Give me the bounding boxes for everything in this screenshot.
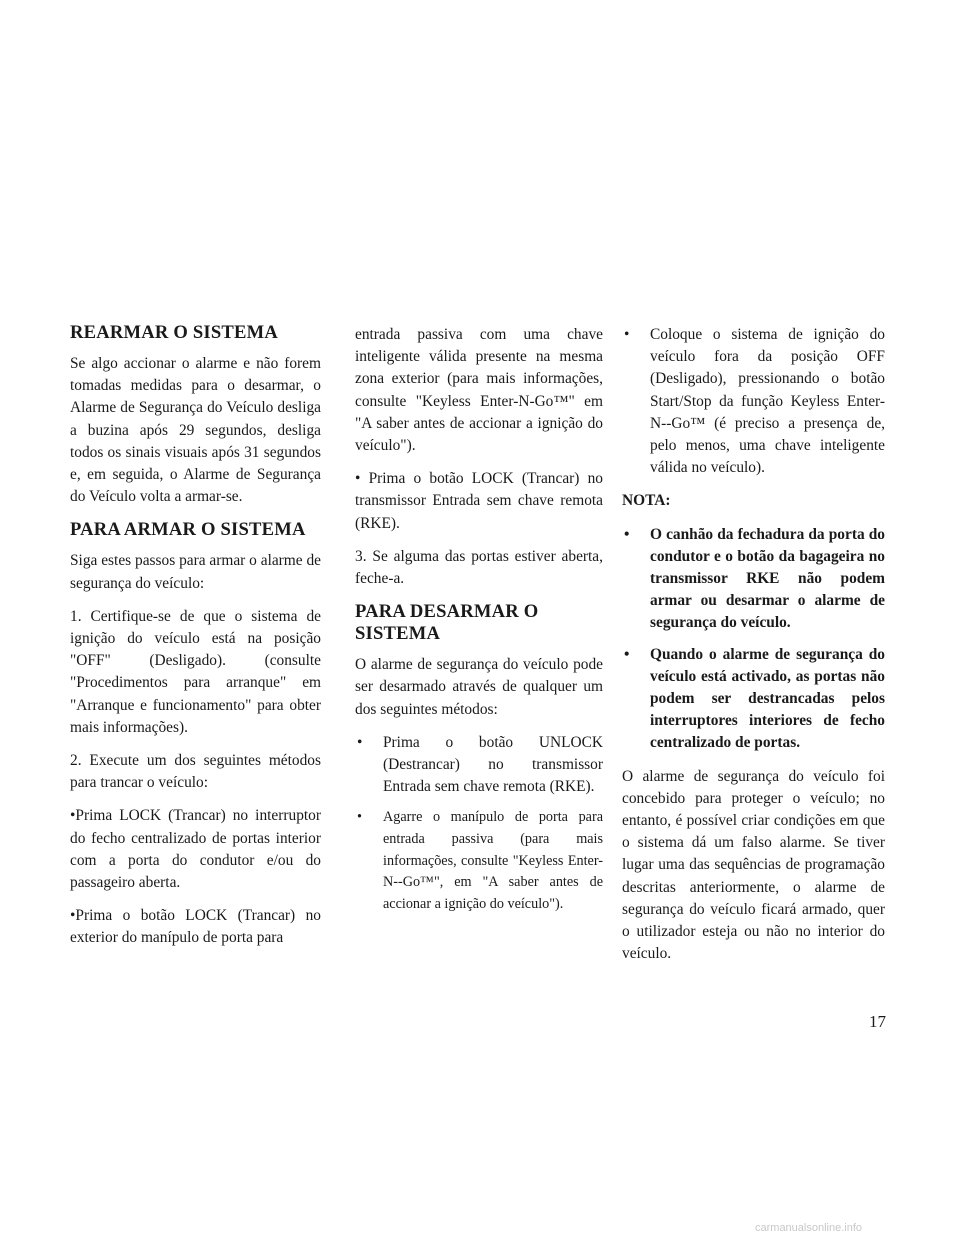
list-item [355,732,603,799]
list-item-text: Coloque o sistema de ignição do veículo fora da posição OFF (Desligado), pressionando o botão Start/Stop da função Keyless Enter-N--Go™ (é preciso a presença de, pelo menos, uma chave inteligente válida no veículo). [650,326,885,477]
paragraph-arm-step-1: 1. Certifique-se de que o sistema de ignição do veículo está na posição "OFF" (Desligado). (consulte "Procedimentos para arranque" em "Arranque e funcionamento" para obter mais informações). [70,607,321,736]
list-item [622,524,885,635]
paragraph-arm-method-interior-switch: •Prima LOCK (Trancar) no interruptor do fecho centralizado de portas interior com a porta do condutor e/ou do passageiro aberta. [70,807,321,892]
bullet-dot-icon: • [624,525,630,543]
list-item-text: Prima o botão UNLOCK (Destrancar) no transmissor Entrada sem chave remota (RKE). [383,733,603,796]
bullet-dot-icon: • [624,645,630,663]
bullet-dot-icon: • [624,326,630,343]
paragraph-arm-method-rke: • Prima o botão LOCK (Trancar) no transmissor Entrada sem chave remota (RKE). [355,470,603,532]
note-label: NOTA: [622,492,671,510]
bullet-dot-icon: • [357,809,362,826]
heading-arm-system: PARA ARMAR O SISTEMA [70,519,306,541]
paragraph-arm-intro: Siga estes passos para armar o alarme de segurança do veículo: [70,552,321,592]
list-item [622,644,885,755]
paragraph-false-alarm: O alarme de segurança do veículo foi concebido para proteger o veículo; no entanto, é possível criar condições em que o sistema dá um falso alarme. Se tiver lugar uma das sequências de programação descritas anteriormente, o alarme de segurança do veículo ficará armado, quer o utilizador esteja ou não no interior do veículo. [622,767,885,963]
disarm-methods-list-continued [622,324,885,479]
heading-rearm-system: REARMAR O SISTEMA [70,322,278,343]
list-item-text: Quando o alarme de segurança do veículo está activado, as portas não podem ser destrancadas pelos interruptores interiores de fecho centralizado de portas. [650,645,885,752]
paragraph-rearm-description: Se algo accionar o alarme e não forem tomadas medidas para o desarmar, o Alarme de Segurança do Veículo desliga a buzina após 29 segundos, desliga todos os sinais visuais após 31 segundos e, em seguida, o Alarme de Segurança do Veículo volta a armar-se. [70,355,321,506]
list-item [622,324,885,479]
list-item-text: O canhão da fechadura da porta do condutor e o botão da bagageira no transmissor RKE não podem armar ou desarmar o alarme de segurança do veículo. [650,525,885,632]
paragraph-arm-step-3: 3. Se alguma das portas estiver aberta, feche-a. [355,547,603,588]
paragraph-arm-method-exterior-handle: •Prima o botão LOCK (Trancar) no exterior do manípulo de porta para [70,907,321,947]
list-item [355,807,603,915]
column-middle [355,324,603,926]
list-item-text: Agarre o manípulo de porta para entrada passiva (para mais informações, consulte "Keyless Enter-N--Go™", em "A saber antes de accionar a ignição do veículo"). [383,809,603,912]
column-left [70,322,321,961]
paragraph-arm-step-2: 2. Execute um dos seguintes métodos para trancar o veículo: [70,752,321,792]
paragraph-disarm-intro: O alarme de segurança do veículo pode ser desarmado através de qualquer um dos seguintes métodos: [355,656,603,718]
heading-disarm-system: PARA DESARMAR O SISTEMA [355,601,539,645]
disarm-methods-list [355,732,603,916]
column-right [622,324,885,976]
paragraph-passive-entry-continued: entrada passiva com uma chave inteligente válida presente na mesma zona exterior (para mais informações, consulte "Keyless Enter-N-Go™" em "A saber antes de accionar a ignição do veículo"). [355,326,603,455]
watermark: carmanualsonline.info [755,1222,863,1234]
bullet-dot-icon: • [357,733,363,751]
note-list [622,524,885,755]
page-number: 17 [869,1012,886,1031]
